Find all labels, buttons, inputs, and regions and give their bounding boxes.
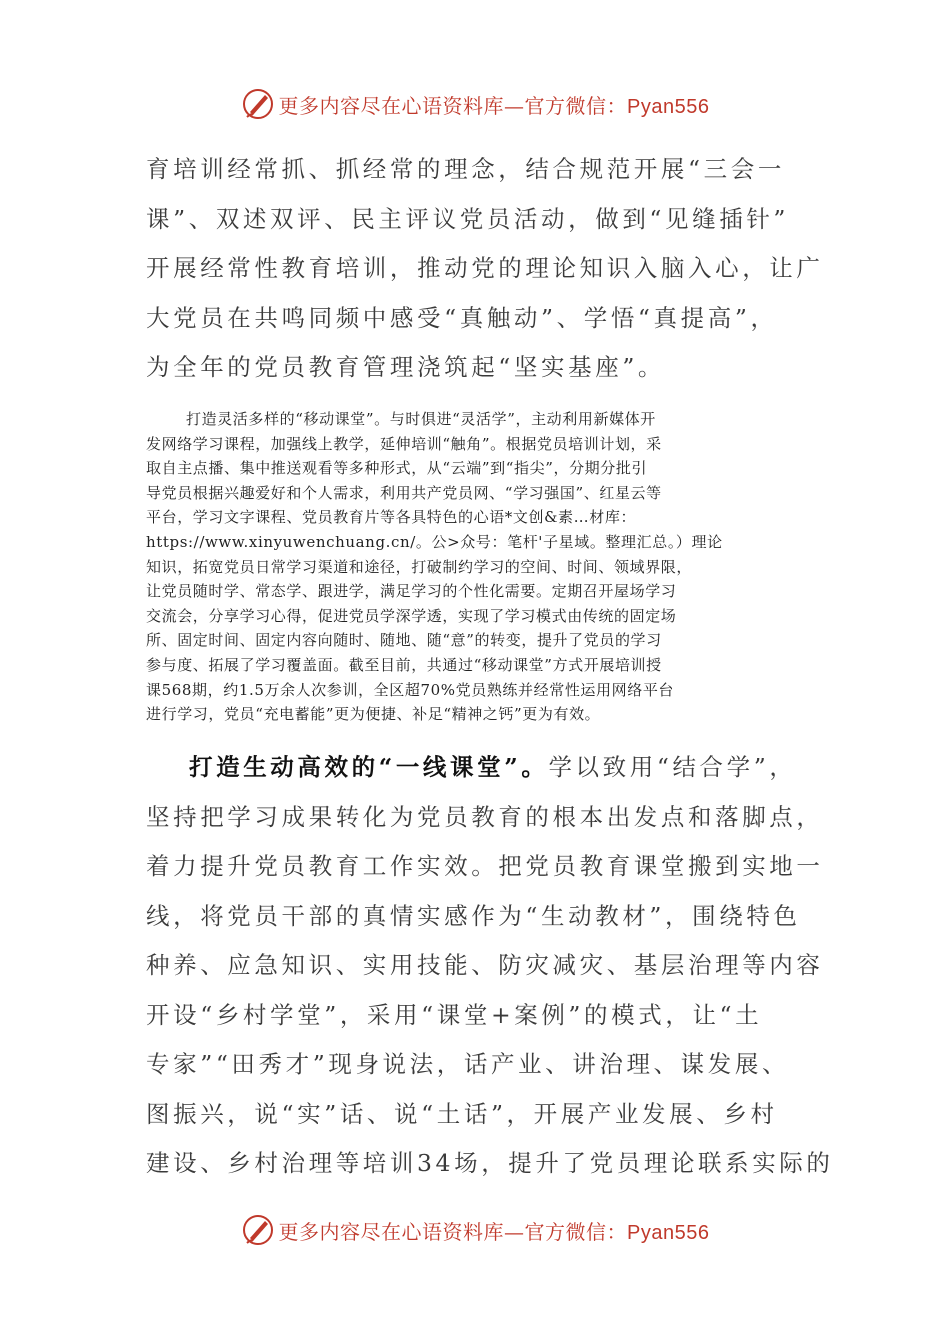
- header-banner: [0, 82, 950, 126]
- text-line: 种养、应急知识、实用技能、防灾减灾、基层治理等内容: [146, 951, 824, 979]
- pen-logo-icon: [241, 1213, 275, 1247]
- text-line: 为全年的党员教育管理浇筑起“坚实基座”。: [146, 353, 666, 381]
- banner-text: 更多内容尽在心语资料库—官方微信：Pyan556: [278, 1219, 710, 1244]
- text-line: https://www.xinyuwenchuang.cn/。公>众号：笔杆'子星域。整理汇总。）理论: [146, 532, 723, 551]
- text-line: 知识，拓宽党员日常学习渠道和途径，打破制约学习的空间、时间、领域界限，: [146, 557, 693, 576]
- text-line: 打造灵活多样的“移动课堂”。与时俱进“灵活学”，主动利用新媒体开: [186, 410, 656, 428]
- text-line: 进行学习，党员“充电蓄能”更为便捷、补足“精神之钙”更为有效。: [146, 705, 601, 724]
- text-line: 交流会，分享学习心得，促进党员学深学透，实现了学习模式由传统的固定场: [146, 606, 677, 625]
- text-line: 平台，学习文字课程、党员教育片等各具特色的心语*文创&素…材库：: [146, 508, 637, 527]
- banner-text: 更多内容尽在心语资料库—官方微信：Pyan556: [278, 93, 710, 118]
- text-line: 大党员在共鸣同频中感受“真触动”、学悟“真提高”，: [146, 303, 778, 332]
- text-line: 建设、乡村治理等培训34场，提升了党员理论联系实际的: [146, 1149, 834, 1177]
- text-line: 专家”“田秀才”现身说法，话产业、讲治理、谋发展、: [146, 1050, 790, 1078]
- text-line: 着力提升党员教育工作实效。把党员教育课堂搬到实地一: [146, 852, 824, 880]
- text-line: 打造生动高效的“一线课堂”。学以致用“结合学”，: [189, 753, 797, 781]
- section-heading: 打造生动高效的“一线课堂”。: [189, 753, 549, 781]
- text-line: 所、固定时间、固定内容向随时、随地、随“意”的转变，提升了党员的学习: [146, 631, 662, 650]
- text-line: 导党员根据兴趣爱好和个人需求，利用共产党员网、“学习强国”、红星云等: [146, 483, 662, 502]
- paragraph-2: [146, 407, 810, 727]
- wechat-id: Pyan556: [627, 1221, 710, 1244]
- text-line: 图振兴，说“实”话、说“土话”，开展产业发展、乡村: [146, 1099, 778, 1128]
- paragraph-3: [146, 743, 834, 1189]
- text-line: 线，将党员干部的真情实感作为“生动教材”，围绕特色: [146, 901, 801, 930]
- text-line: 取自主点播、集中推送观看等多种形式，从“云端”到“指尖”，分期分批引: [146, 459, 648, 478]
- text-line: 坚持把学习成果转化为党员教育的根本出发点和落脚点，: [146, 802, 824, 831]
- pen-logo-icon: [241, 87, 275, 121]
- text-line: 开展经常性教育培训，推动党的理论知识入脑入心，让广: [146, 254, 824, 282]
- text-line: 课”、双述双评、民主评议党员活动，做到“见缝插针”: [146, 204, 790, 233]
- text-line: 育培训经常抓、抓经常的理念，结合规范开展“三会一: [146, 155, 785, 183]
- text-line: 让党员随时学、常态学、跟进学，满足学习的个性化需要。定期召开屋场学习: [146, 582, 677, 601]
- text-line: 发网络学习课程，加强线上教学，延伸培训“触角”。根据党员培训计划，采: [146, 434, 662, 453]
- text-line: 开设“乡村学堂”，采用“课堂+案例”的模式，让“土: [146, 1000, 763, 1029]
- paragraph-1: [146, 145, 824, 393]
- footer-banner: [0, 1208, 950, 1252]
- text-line: 课568期，约1.5万余人次参训，全区超70%党员熟练并经常性运用网络平台: [146, 680, 675, 699]
- text-line: 参与度、拓展了学习覆盖面。截至目前，共通过“移动课堂”方式开展培训授: [146, 655, 662, 674]
- wechat-id: Pyan556: [627, 95, 710, 118]
